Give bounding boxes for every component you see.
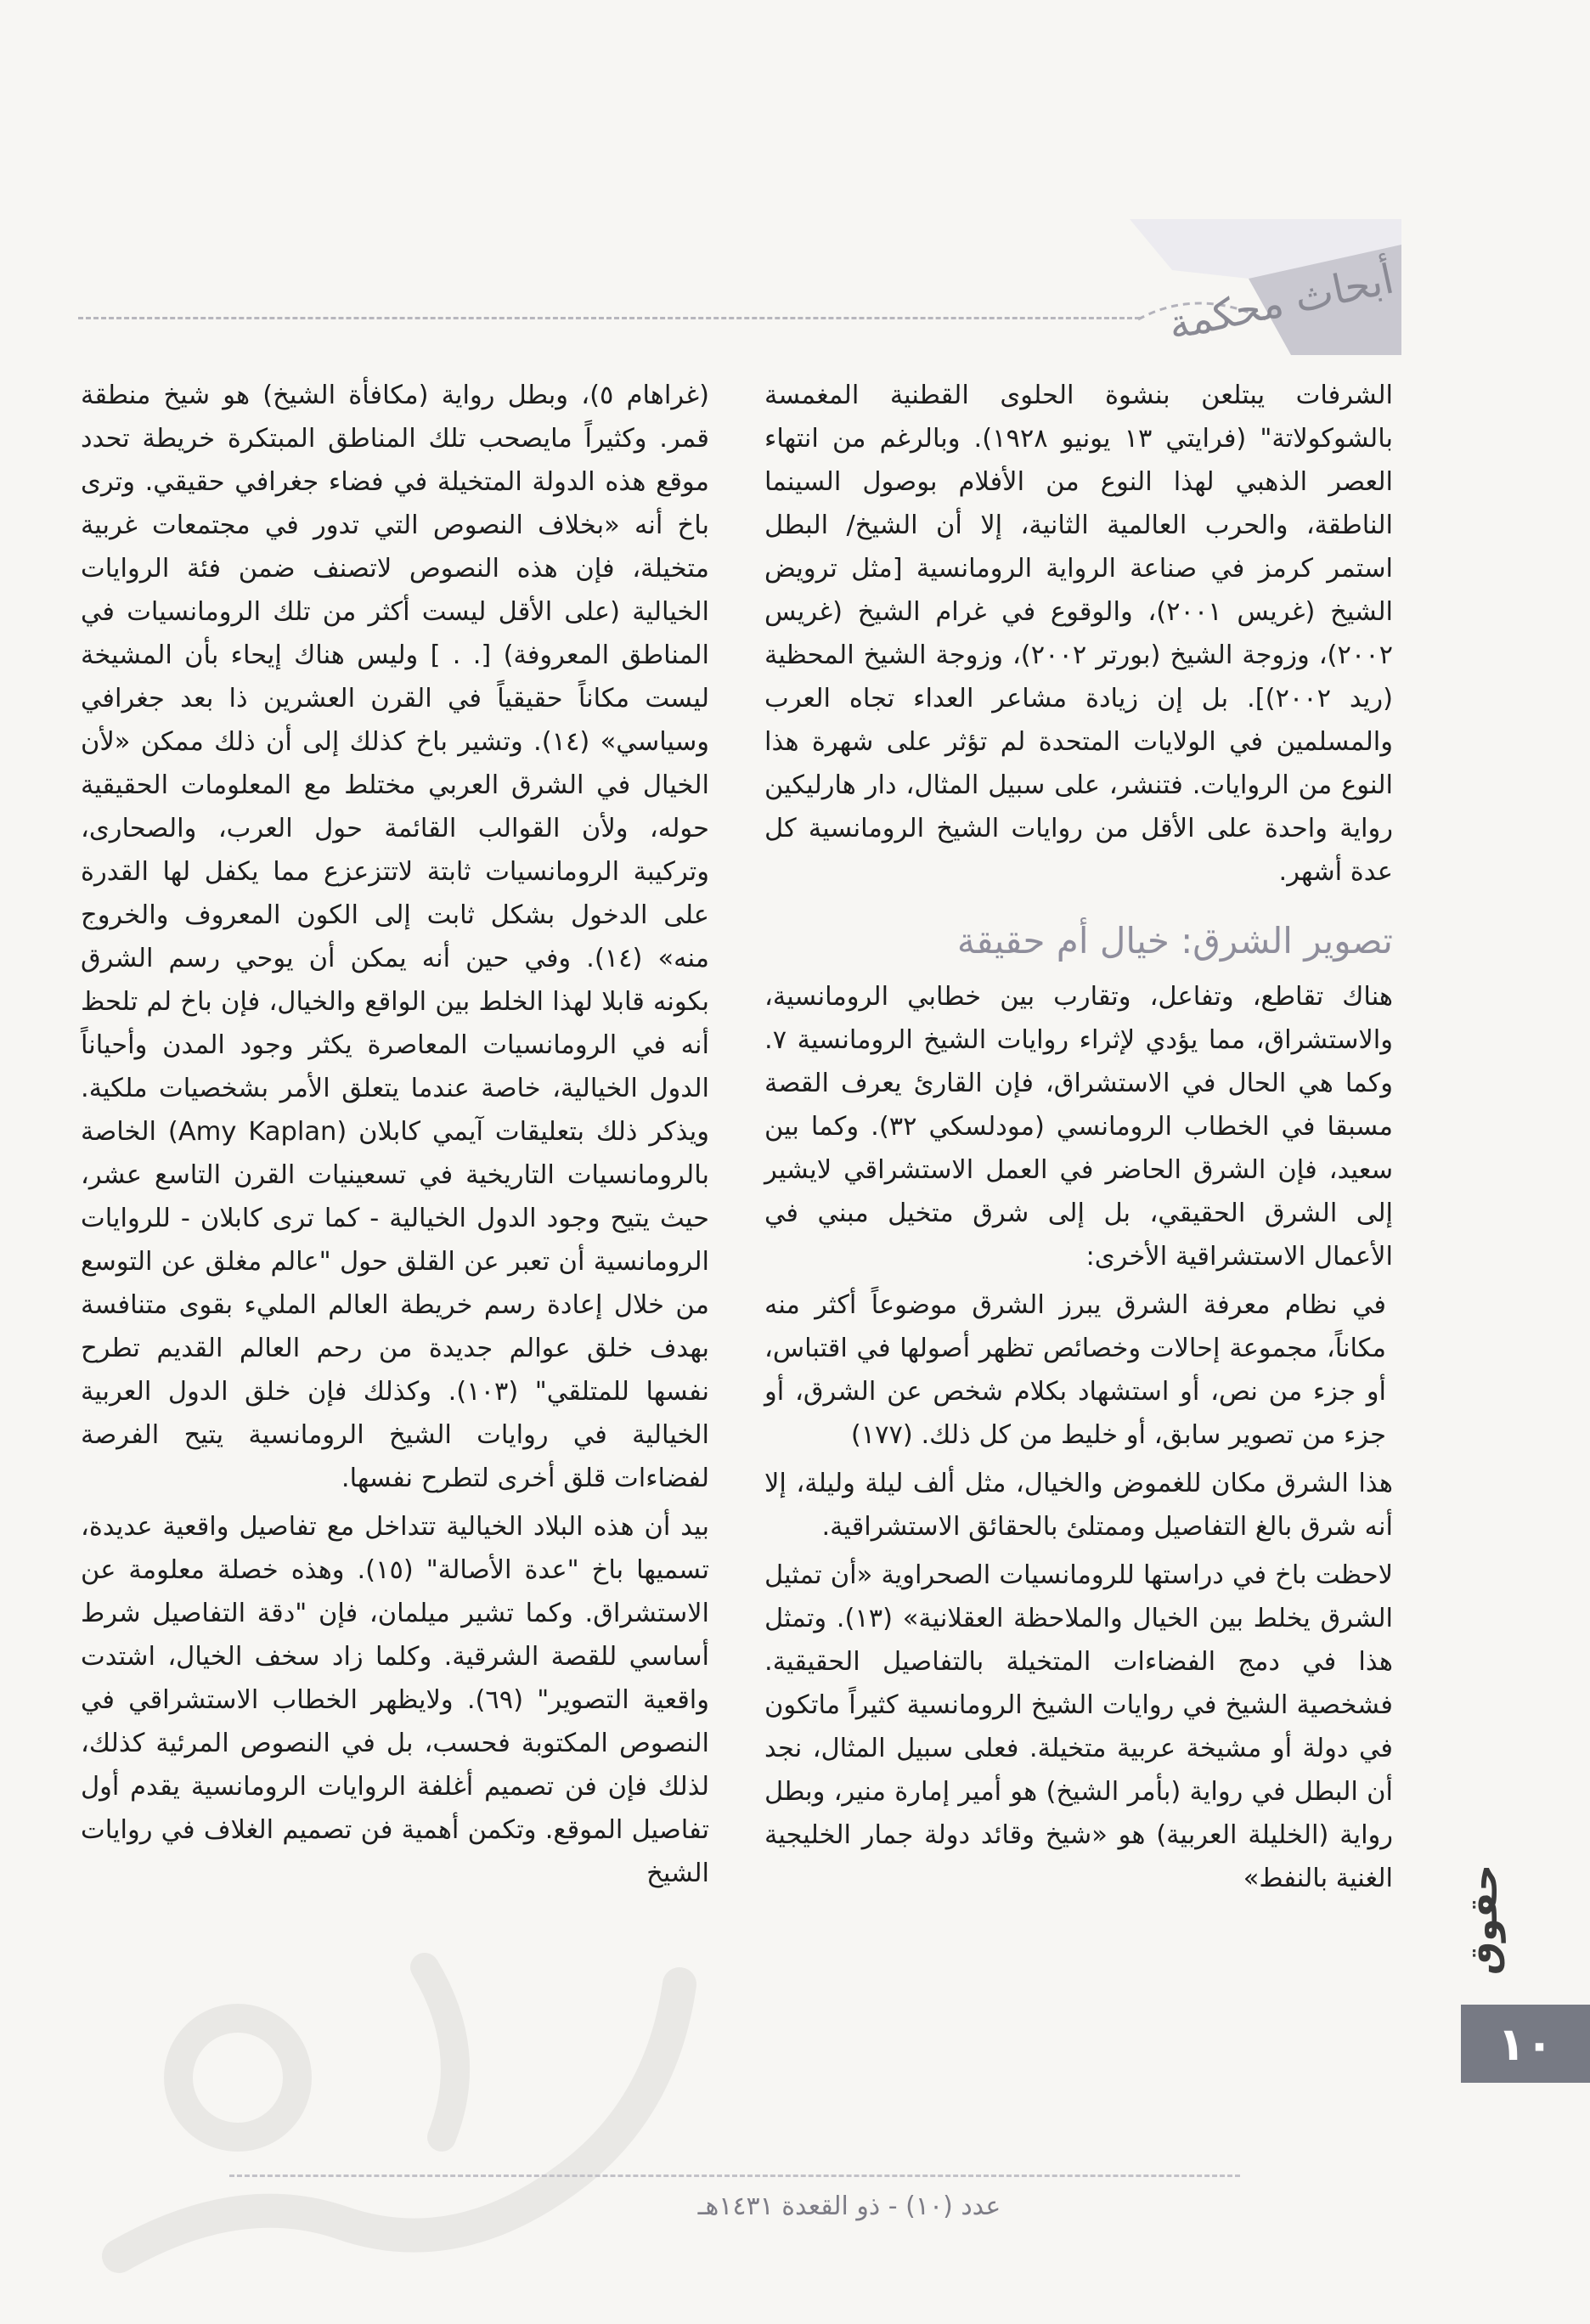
paragraph: الشرفات يبتلعن بنشوة الحلوى القطنية المغمسة بالشوكولاتة" (فرايتي ١٣ يونيو ١٩٢٨). وبالرغم من انتهاء العصر الذهبي لهذا النوع من الأفلام بوصول السينما الناطقة، والحرب العالمية الثانية، إلا أن الشيخ/ البطل استمر كرمز في صناعة الرواية الرومانسية [مثل ترويض الشيخ (غريس ٢٠٠١)، والوقوع في غرام الشيخ (غريس ٢٠٠٢)، وزوجة الشيخ (بورتر ٢٠٠٢)، وزوجة الشيخ المحظية (ريد ٢٠٠٢)]. بل إن زيادة مشاعر العداء تجاه العرب والمسلمين في الولايات المتحدة لم تؤثر على شهرة هذا النوع من الروايات. فتنشر، على سبيل المثال، دار هارليكين رواية واحدة على الأقل من روايات الشيخ الرومانسية كل عدة أشهر.	[764, 381, 1394, 887]
paragraph: بيد أن هذه البلاد الخيالية تتداخل مع تفاصيل واقعية عديدة، تسميها باخ "عدة الأصالة" (١٥). وهذه خصلة معلومة عن الاستشراق. وكما تشير ميلمان، فإن "دقة التفاصيل شرط أساسي للقصة الشرقية. وكلما زاد سخف الخيال، اشتدت واقعية التصوير" (٦٩). ولايظهر الخطاب الاستشراقي في النصوص المكتوبة فحسب، بل في النصوص المرئية كذلك، لذلك فإن فن تصميم أغلفة الروايات الرومانسية يقدم أول تفاصيل الموقع. وتكمن أهمية فن تصميم الغلاف في روايات الشيخ	[81, 1512, 709, 1888]
paragraph: (غراهام ٥)، وبطل رواية (مكافأة الشيخ) هو شيخ منطقة قمر. وكثيراً مايصحب تلك المناطق المبتكرة خريطة تحدد موقع هذه الدولة المتخيلة في فضاء جغرافي حقيقي. وترى باخ أنه «بخلاف النصوص التي تدور في مجتمعات غربية متخيلة، فإن هذه النصوص لاتصنف ضمن فئة الروايات الخيالية (على الأقل ليست أكثر من تلك الرومانسيات في المناطق المعروفة) [. . ] وليس هناك إيحاء بأن المشيخة ليست مكاناً حقيقياً في القرن العشرين ذا بعد جغرافي وسياسي» (١٤). وتشير باخ كذلك إلى أن ذلك ممكن «لأن الخيال في الشرق العربي مختلط مع المعلومات الحقيقية حوله، ولأن القوالب القائمة حول العرب، والصحارى، وتركيبة الرومانسيات ثابتة لاتتزعزع مما يكفل لها القدرة على الدخول بشكل ثابت إلى الكون المعروف والخروج منه» (١٤). وفي حين أنه يمكن أن يوحي رسم الشرق بكونه قابلا لهذا الخلط بين الواقع والخيال، فإن باخ لم تلحظ أنه في الرومانسيات المعاصرة يكثر وجود المدن وأحياناً الدول الخيالية، خاصة عندما يتعلق الأمر بشخصيات ملكية. ويذكر ذلك بتعليقات آيمي كابلان (Amy Kaplan) الخاصة بالرومانسيات التاريخية في تسعينيات القرن التاسع عشر، حيث يتيح وجود الدول الخيالية - كما ترى كابلان - للروايات الرومانسية أن تعبر عن القلق حول "عالم مغلق عن التوسع من خلال إعادة رسم خريطة العالم المليء بقوى متنافسة بهدف خلق عوالم جديدة من رحم العالم القديم تطرح نفسها للمتلقي" (١٠٣). وكذلك فإن خلق الدول العربية الخيالية في روايات الشيخ الرومانسية يتيح الفرصة لفضاءات قلق أخرى لتطرح نفسها.	[81, 381, 710, 1493]
paragraph: هناك تقاطع، وتفاعل، وتقارب بين خطابي الرومانسية، والاستشراق، مما يؤدي لإثراء روايات الشيخ الرومانسية ٧. وكما هي الحال في الاستشراق، فإن القارئ يعرف القصة مسبقا في الخطاب الرومانسي (مودلسكي ٣٢). وكما بين سعيد، فإن الشرق الحاضر في العمل الاستشراقي لايشير إلى الشرق الحقيقي، بل إلى شرق متخيل مبني في الأعمال الاستشراقية الأخرى:	[764, 982, 1393, 1272]
magazine-logo-icon	[1463, 1843, 1531, 1988]
paragraph: هذا الشرق مكان للغموض والخيال، مثل ألف ليلة وليلة، إلا أنه شرق بالغ التفاصيل وممتلئ بالحقائق الاستشراقية.	[764, 1469, 1393, 1542]
block-quote: في نظام معرفة الشرق يبرز الشرق موضوعاً أكثر منه مكاناً، مجموعة إحالات وخصائص تظهر أصولها في اقتباس، أو جزء من نص، أو استشهاد بكلام شخص عن الشرق، أو جزء من تصوير سابق، أو خليط من كل ذلك. (١٧٧)	[764, 1290, 1386, 1450]
page-number: ١٠	[1497, 2017, 1553, 2071]
page-number-box	[1461, 2005, 1590, 2083]
logo-text: حقوق	[1463, 1864, 1506, 1976]
bottom-divider	[229, 2175, 1240, 2177]
watermark-logo	[68, 1865, 713, 2307]
section-label: أبحاث محكمة	[1164, 255, 1398, 350]
right-column	[764, 374, 1393, 1900]
section-heading: تصوير الشرق: خيال أم حقيقة	[956, 920, 1393, 962]
left-column	[81, 374, 709, 1895]
paragraph: لاحظت باخ في دراستها للرومانسيات الصحراوية «أن تمثيل الشرق يخلط بين الخيال والملاحظة العقلانية» (١٣). وتمثل هذا في دمج الفضاءات المتخيلة بالتفاصيل الحقيقية. فشخصية الشيخ في روايات الشيخ الرومانسية كثيراً ماتكون في دولة أو مشيخة عربية متخيلة. فعلى سبيل المثال، نجد أن البطل في رواية (بأمر الشيخ) هو أمير إمارة منير، وبطل رواية (الخليلة العربية) هو «شيخ وقائد دولة جمار الخليجية الغنية بالنفط»	[764, 1560, 1393, 1893]
top-divider	[78, 317, 1140, 319]
footer-issue: عدد (١٠) - ذو القعدة ١٤٣١هـ	[697, 2191, 1001, 2221]
